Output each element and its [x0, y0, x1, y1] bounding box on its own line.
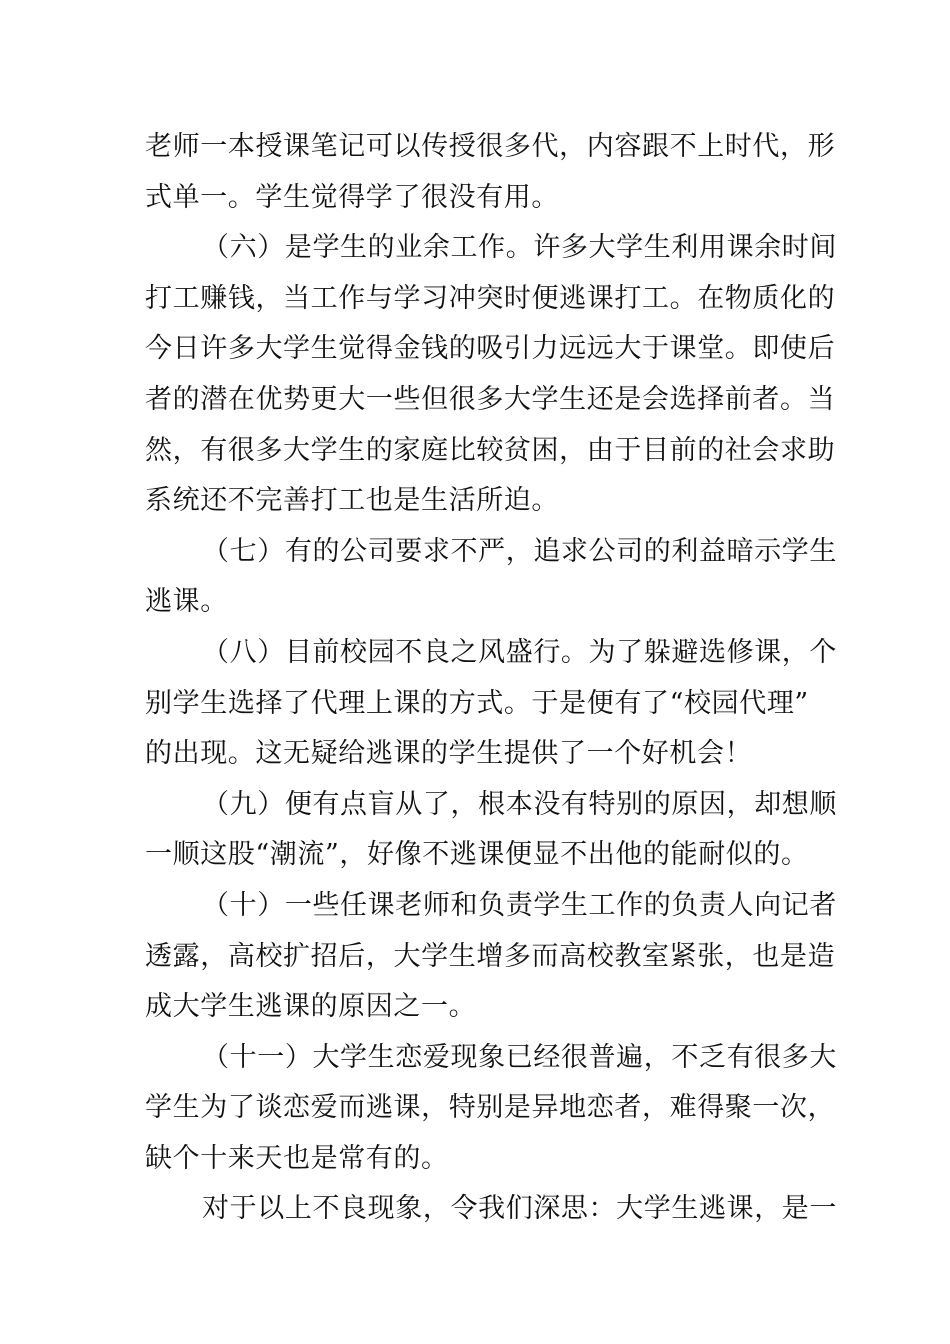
text-line: 系统还不完善打工也是生活所迫。 — [145, 485, 559, 517]
text-line: （ 十 ） 一 些 任 课 老 师 和 负 责 学 生 工 作 的 负 责 人 向 记 者 — [202, 889, 838, 921]
text-line: 成大学生逃课的原因之一。 — [145, 991, 477, 1023]
text-line: （ 八 ） 目 前 校 园 不 良 之 风 盛 行 。 为 了 躲 避 选 修 课 ， 个 — [202, 636, 838, 668]
text-line: 一顺这股“潮流”，好像不逃课便显不出他的能耐似的。 — [145, 839, 809, 871]
text-line: （ 九 ） 便 有 点 盲 从 了 ， 根 本 没 有 特 别 的 原 因 ， 却 想 顺 — [202, 788, 838, 820]
text-line: （ 七 ） 有 的 公 司 要 求 不 严 ， 追 求 公 司 的 利 益 暗 示 学 生 — [202, 535, 838, 567]
text-line: 式单一。学生觉得学了很没有用。 — [145, 181, 559, 213]
text-line: 者 的 潜 在 优 势 更 大 一 些 但 很 多 大 学 生 还 是 会 选 择 前 者 。 当 — [145, 383, 836, 415]
text-line: 透 露 ， 高 校 扩 招 后 ， 大 学 生 增 多 而 高 校 教 室 紧 张 ， 也 是 造 — [145, 940, 836, 972]
text-line: 别 学 生 选 择 了 代 理 上 课 的 方 式 。 于 是 便 有 了 “ 校 园 代 理 ” — [145, 687, 809, 719]
text-line: 缺个十来天也是常有的。 — [145, 1142, 449, 1174]
body-text — [145, 122, 838, 1235]
text-line: 然 ， 有 很 多 大 学 生 的 家 庭 比 较 贫 困 ， 由 于 目 前 的 社 会 求 助 — [145, 434, 836, 466]
text-line: 学 生 为 了 谈 恋 爱 而 逃 课 ， 特 别 是 异 地 恋 者 ， 难 得 聚 一 次 ， — [145, 1092, 836, 1124]
text-line: 逃课。 — [145, 586, 228, 618]
text-line: 的出现。这无疑给逃课的学生提供了一个好机会！ — [145, 738, 753, 770]
text-line: 老 师 一 本 授 课 笔 记 可 以 传 授 很 多 代 ， 内 容 跟 不 上 时 代 ， 形 — [145, 131, 836, 162]
text-line: 对 于 以 上 不 良 现 象 ， 令 我 们 深 思 ： 大 学 生 逃 课 ， 是 一 — [202, 1193, 838, 1225]
text-line: 今 日 许 多 大 学 生 觉 得 金 钱 的 吸 引 力 远 远 大 于 课 堂 。 即 使 后 — [145, 333, 836, 365]
text-line: （ 六 ） 是 学 生 的 业 余 工 作 。 许 多 大 学 生 利 用 课 余 时 间 — [202, 232, 838, 264]
text-line: 打 工 赚 钱 ， 当 工 作 与 学 习 冲 突 时 便 逃 课 打 工 。 在 物 质 化 的 — [145, 282, 836, 314]
text-line: （ 十 一 ） 大 学 生 恋 爱 现 象 已 经 很 普 遍 ， 不 乏 有 很 多 大 — [202, 1041, 838, 1073]
